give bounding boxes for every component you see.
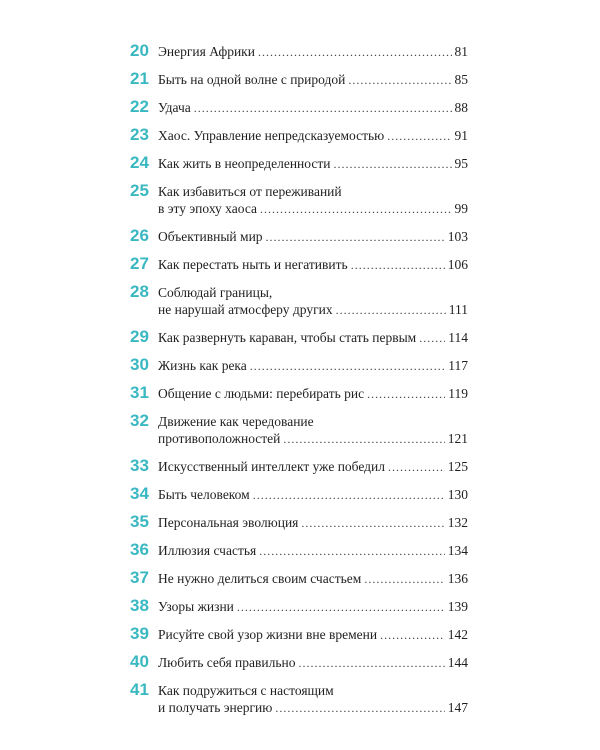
chapter-number: 38 xyxy=(130,596,149,615)
page-number: 106 xyxy=(447,257,468,272)
chapter-title-line xyxy=(158,228,468,246)
chapter-title: Как избавиться от переживаний xyxy=(158,184,342,199)
chapter-title-line xyxy=(158,357,468,375)
chapter-title-line xyxy=(158,542,468,560)
dot-leader xyxy=(367,386,445,403)
chapter-number: 36 xyxy=(130,540,149,559)
chapter-title-line xyxy=(158,71,468,89)
toc-entry[interactable] xyxy=(130,71,468,89)
chapter-title-line xyxy=(158,413,468,430)
page-number: 119 xyxy=(448,386,468,401)
chapter-title: Иллюзия счастья xyxy=(158,543,257,558)
dot-leader xyxy=(237,599,445,616)
page-number: 81 xyxy=(454,44,468,59)
chapter-title: Как развернуть караван, чтобы стать первым xyxy=(158,330,417,345)
page-number: 121 xyxy=(447,431,468,446)
chapter-title: Общение с людьми: перебирать рис xyxy=(158,386,365,401)
chapter-number: 24 xyxy=(130,153,149,172)
dot-leader xyxy=(258,44,452,61)
chapter-number: 20 xyxy=(130,41,149,60)
page-number: 111 xyxy=(448,302,468,317)
chapter-number: 27 xyxy=(130,254,149,273)
toc-entry[interactable] xyxy=(130,654,468,672)
chapter-title-line xyxy=(158,458,468,476)
page-number: 85 xyxy=(454,72,468,87)
toc-entry[interactable] xyxy=(130,626,468,644)
table-of-contents xyxy=(130,43,468,727)
page-number: 88 xyxy=(454,100,468,115)
chapter-title-line xyxy=(158,284,468,301)
dot-leader xyxy=(351,257,445,274)
chapter-title-line xyxy=(158,598,468,616)
chapter-title-line xyxy=(158,200,468,218)
toc-entry[interactable] xyxy=(130,43,468,61)
page-number: 130 xyxy=(447,487,468,502)
dot-leader xyxy=(275,700,444,717)
toc-entry[interactable] xyxy=(130,228,468,246)
chapter-title-line xyxy=(158,183,468,200)
toc-entry[interactable] xyxy=(130,570,468,588)
toc-entry[interactable] xyxy=(130,284,468,319)
chapter-number: 33 xyxy=(130,456,149,475)
page-number: 91 xyxy=(454,128,468,143)
chapter-title: Энергия Африки xyxy=(158,44,255,59)
dot-leader xyxy=(259,543,445,560)
chapter-title: не нарушай атмосферу других xyxy=(158,302,333,317)
chapter-number: 41 xyxy=(130,680,149,699)
toc-entry[interactable] xyxy=(130,183,468,218)
dot-leader xyxy=(266,229,445,246)
dot-leader xyxy=(298,655,444,672)
page-number: 114 xyxy=(448,330,468,345)
toc-entry[interactable] xyxy=(130,256,468,274)
toc-entry[interactable] xyxy=(130,385,468,403)
chapter-title: Рисуйте свой узор жизни вне времени xyxy=(158,627,378,642)
page-number: 117 xyxy=(448,358,468,373)
dot-leader xyxy=(336,302,446,319)
dot-leader xyxy=(283,431,444,448)
chapter-title: Быть на одной волне с природой xyxy=(158,72,346,87)
toc-entry[interactable] xyxy=(130,598,468,616)
toc-entry[interactable] xyxy=(130,155,468,173)
chapter-title: Объективный мир xyxy=(158,229,263,244)
chapter-number: 35 xyxy=(130,512,149,531)
page-number: 139 xyxy=(447,599,468,614)
dot-leader xyxy=(387,128,451,145)
toc-entry[interactable] xyxy=(130,99,468,117)
toc-entry[interactable] xyxy=(130,357,468,375)
page-number: 99 xyxy=(454,201,468,216)
page-number: 134 xyxy=(447,543,468,558)
chapter-title-line xyxy=(158,99,468,117)
page-number: 125 xyxy=(447,459,468,474)
page-number: 142 xyxy=(447,627,468,642)
chapter-title: Искусственный интеллект уже победил xyxy=(158,459,386,474)
toc-entry[interactable] xyxy=(130,329,468,347)
chapter-number: 34 xyxy=(130,484,149,503)
chapter-title-line xyxy=(158,43,468,61)
chapter-title-line xyxy=(158,329,468,347)
toc-entry[interactable] xyxy=(130,486,468,504)
chapter-title: Как перестать ныть и негативить xyxy=(158,257,348,272)
toc-entry[interactable] xyxy=(130,682,468,717)
chapter-number: 30 xyxy=(130,355,149,374)
chapter-number: 21 xyxy=(130,69,149,88)
page-number: 95 xyxy=(454,156,468,171)
dot-leader xyxy=(348,72,451,89)
chapter-title-line xyxy=(158,570,468,588)
toc-entry[interactable] xyxy=(130,413,468,448)
chapter-number: 23 xyxy=(130,125,149,144)
page-number: 144 xyxy=(447,655,468,670)
dot-leader xyxy=(419,330,445,347)
chapter-title: Как подружиться с настоящим xyxy=(158,683,334,698)
dot-leader xyxy=(388,459,445,476)
dot-leader xyxy=(253,487,445,504)
chapter-title: Движение как чередование xyxy=(158,414,314,429)
dot-leader xyxy=(194,100,452,117)
page-number: 147 xyxy=(447,700,468,715)
chapter-title-line xyxy=(158,256,468,274)
toc-entry[interactable] xyxy=(130,542,468,560)
chapter-number: 39 xyxy=(130,624,149,643)
toc-entry[interactable] xyxy=(130,514,468,532)
chapter-number: 28 xyxy=(130,282,149,301)
chapter-title: Персональная эволюция xyxy=(158,515,299,530)
chapter-title: Узоры жизни xyxy=(158,599,234,614)
chapter-number: 22 xyxy=(130,97,149,116)
chapter-title-line xyxy=(158,514,468,532)
chapter-title-line xyxy=(158,430,468,448)
chapter-title: Удача xyxy=(158,100,191,115)
dot-leader xyxy=(364,571,444,588)
chapter-title: Быть человеком xyxy=(158,487,250,502)
chapter-title-line xyxy=(158,486,468,504)
chapter-title-line xyxy=(158,385,468,403)
dot-leader xyxy=(250,358,445,375)
chapter-title: противоположностей xyxy=(158,431,281,446)
chapter-title: в эту эпоху хаоса xyxy=(158,201,257,216)
chapter-number: 26 xyxy=(130,226,149,245)
chapter-title-line xyxy=(158,155,468,173)
chapter-title-line xyxy=(158,682,468,699)
chapter-number: 29 xyxy=(130,327,149,346)
page-number: 132 xyxy=(447,515,468,530)
toc-entry[interactable] xyxy=(130,458,468,476)
chapter-title: Хаос. Управление непредсказуемостью xyxy=(158,128,385,143)
page-number: 136 xyxy=(447,571,468,586)
chapter-number: 25 xyxy=(130,181,149,200)
chapter-title: Не нужно делиться своим счастьем xyxy=(158,571,362,586)
chapter-number: 37 xyxy=(130,568,149,587)
chapter-title: Любить себя правильно xyxy=(158,655,296,670)
chapter-title-line xyxy=(158,626,468,644)
chapter-title: и получать энергию xyxy=(158,700,273,715)
toc-entry[interactable] xyxy=(130,127,468,145)
dot-leader xyxy=(333,156,451,173)
chapter-number: 31 xyxy=(130,383,149,402)
chapter-title: Как жить в неопределенности xyxy=(158,156,331,171)
chapter-number: 40 xyxy=(130,652,149,671)
chapter-title: Жизнь как река xyxy=(158,358,247,373)
chapter-title: Соблюдай границы, xyxy=(158,285,273,300)
dot-leader xyxy=(260,201,452,218)
chapter-title-line xyxy=(158,127,468,145)
chapter-number: 32 xyxy=(130,411,149,430)
chapter-title-line xyxy=(158,654,468,672)
page-number: 103 xyxy=(447,229,468,244)
dot-leader xyxy=(380,627,445,644)
chapter-title-line xyxy=(158,699,468,717)
dot-leader xyxy=(301,515,444,532)
chapter-title-line xyxy=(158,301,468,319)
